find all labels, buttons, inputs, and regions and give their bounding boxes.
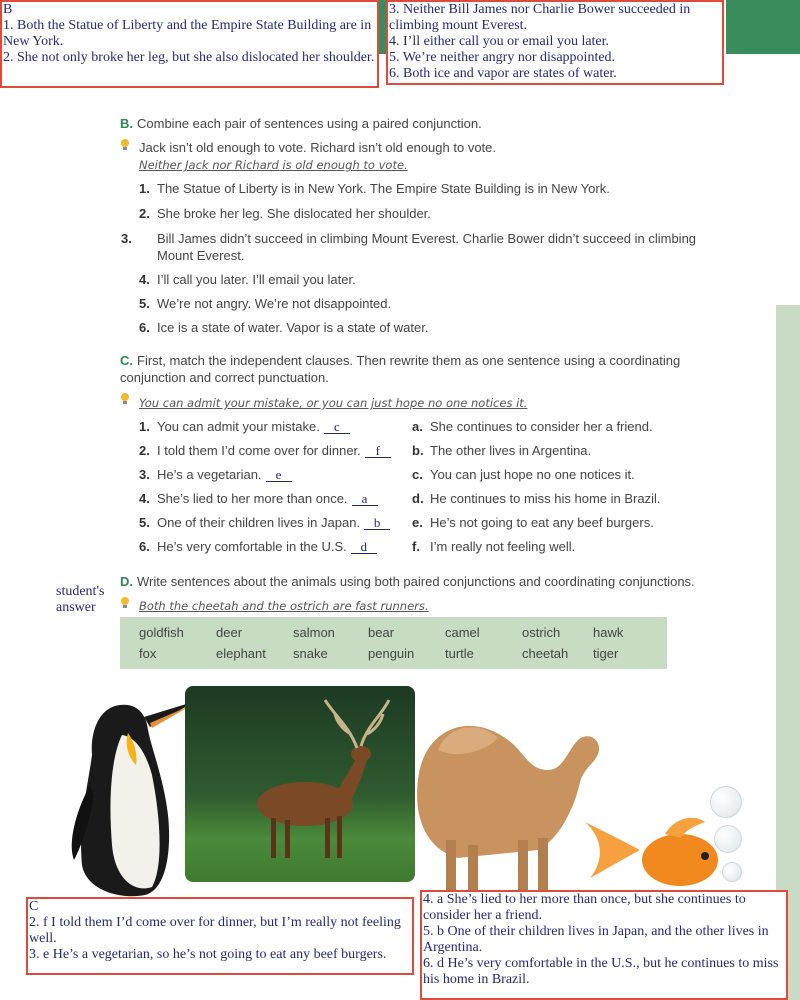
- animal-word: penguin: [368, 646, 415, 661]
- animal-word: hawk: [593, 625, 624, 640]
- camel-illustration: [398, 690, 608, 900]
- section-d-instruction: [120, 574, 695, 589]
- answer-line: 5. We’re neither angry nor disappointed.: [389, 50, 616, 65]
- match-right-item: f. I’m really not feeling well.: [412, 539, 576, 554]
- section-c-instruction: [120, 352, 720, 386]
- animal-word: tiger: [593, 646, 619, 661]
- animal-word-box: [120, 617, 667, 669]
- section-b-instruction: [120, 116, 482, 131]
- section-c-instruction-text: First, match the independent clauses. Then rewrite them as one sentence using a coordinating conjunction and correct punctuation.: [120, 353, 681, 385]
- animal-word: goldfish: [139, 625, 184, 640]
- animal-word: ostrich: [522, 625, 561, 640]
- match-left-item: 6. He’s very comfortable in the U.S. d: [139, 538, 377, 555]
- answer-line: 1. Both the Statue of Liberty and the Empire State Building are in New York.: [3, 18, 372, 49]
- match-left-item: 4. She’s lied to her more than once. a: [139, 490, 378, 507]
- animal-word: camel: [445, 625, 480, 640]
- answer-line: 3. e He’s a vegetarian, so he’s not going to eat any beef burgers.: [29, 947, 387, 962]
- list-item: 4. I’ll call you later. I’ll email you later.: [139, 272, 356, 287]
- deer-illustration: [185, 686, 415, 882]
- animal-word: turtle: [445, 646, 474, 661]
- answer-box-c-left: [26, 897, 414, 975]
- answer-line: 2. f I told them I’d come over for dinner, but I’m really not feeling well.: [29, 915, 401, 946]
- animal-word: salmon: [293, 625, 335, 640]
- goldfish-illustration: [585, 812, 725, 892]
- match-left-item: 5. One of their children lives in Japan. b: [139, 514, 390, 531]
- section-b-instruction-text: Combine each pair of sentences using a paired conjunction.: [137, 116, 482, 131]
- section-c-example: You can admit your mistake, or you can just hope no one notices it.: [139, 396, 528, 410]
- answer-box-b-right: [386, 0, 724, 85]
- list-item: 2. She broke her leg. She dislocated her shoulder.: [139, 206, 431, 221]
- answer-line: 4. a She’s lied to her more than once, but she continues to consider her a friend.: [423, 892, 746, 923]
- match-right-item: b. The other lives in Argentina.: [412, 443, 592, 458]
- bubble-icon: [714, 825, 742, 853]
- match-left-item: 1. You can admit your mistake. c: [139, 418, 350, 435]
- answer-box-b-left: [0, 0, 379, 88]
- animal-word: deer: [216, 625, 243, 640]
- answer-line: B: [3, 2, 13, 17]
- section-d-example: Both the cheetah and the ostrich are fast runners.: [139, 599, 429, 613]
- list-item: 5. We’re not angry. We’re not disappointed.: [139, 296, 392, 311]
- animal-word: snake: [293, 646, 328, 661]
- match-right-item: d. He continues to miss his home in Brazil.: [412, 491, 661, 506]
- lightbulb-icon: [121, 597, 129, 608]
- answer-line: 6. d He’s very comfortable in the U.S., but he continues to miss his home in Brazil.: [423, 956, 779, 987]
- list-item: 1. The Statue of Liberty is in New York. The Empire State Building is in New York.: [139, 181, 610, 196]
- penguin-illustration: [60, 695, 200, 905]
- animal-word: cheetah: [522, 646, 569, 661]
- section-b-example: Neither Jack nor Richard is old enough to vote.: [139, 158, 408, 172]
- animal-word: bear: [368, 625, 395, 640]
- answer-blank: d: [351, 541, 377, 554]
- match-left-item: 2. I told them I’d come over for dinner. f: [139, 442, 391, 459]
- match-left-item: 3. He’s a vegetarian. e: [139, 466, 292, 483]
- list-item: 6. Ice is a state of water. Vapor is a state of water.: [139, 320, 429, 335]
- answer-blank: f: [365, 445, 391, 458]
- match-right-item: c. You can just hope no one notices it.: [412, 467, 635, 482]
- answer-blank: a: [352, 493, 378, 506]
- answer-line: 5. b One of their children lives in Japan, and the other lives in Argentina.: [423, 924, 769, 955]
- lightbulb-icon: [121, 393, 129, 404]
- answer-box-c-right: [420, 890, 788, 1000]
- answer-line: 6. Both ice and vapor are states of water.: [389, 66, 617, 81]
- answer-line: 3. Neither Bill James nor Charlie Bower succeeded in climbing mount Everest.: [389, 2, 691, 33]
- student-answer-label: student's answer: [56, 584, 105, 615]
- answer-blank: c: [324, 421, 350, 434]
- bubble-icon: [710, 786, 742, 818]
- section-letter: D.: [120, 574, 133, 589]
- section-letter: C.: [120, 353, 133, 368]
- answer-line: C: [29, 899, 39, 914]
- match-right-item: e. He’s not going to eat any beef burgers.: [412, 515, 654, 530]
- answer-line: 4. I’ll either call you or email you later.: [389, 34, 610, 49]
- list-item: 3. Bill James didn’t succeed in climbing Mount Everest. Charlie Bower didn’t succeed in climbing Mount Everest.: [121, 231, 697, 263]
- section-d-instruction-text: Write sentences about the animals using both paired conjunctions and coordinating conjunctions.: [137, 574, 695, 589]
- answer-blank: b: [364, 517, 390, 530]
- animal-word: elephant: [216, 646, 266, 661]
- bubble-icon: [722, 862, 742, 882]
- match-right-item: a. She continues to consider her a friend.: [412, 419, 653, 434]
- answer-line: 2. She not only broke her leg, but she also dislocated her shoulder.: [3, 50, 375, 65]
- lightbulb-icon: [121, 139, 129, 150]
- deer-photo: [185, 686, 415, 882]
- section-letter: B.: [120, 116, 133, 131]
- animal-word: fox: [139, 646, 157, 661]
- section-b-prompt: Jack isn’t old enough to vote. Richard isn’t old enough to vote.: [139, 140, 496, 155]
- header-green-block: [726, 0, 800, 54]
- answer-blank: e: [266, 469, 292, 482]
